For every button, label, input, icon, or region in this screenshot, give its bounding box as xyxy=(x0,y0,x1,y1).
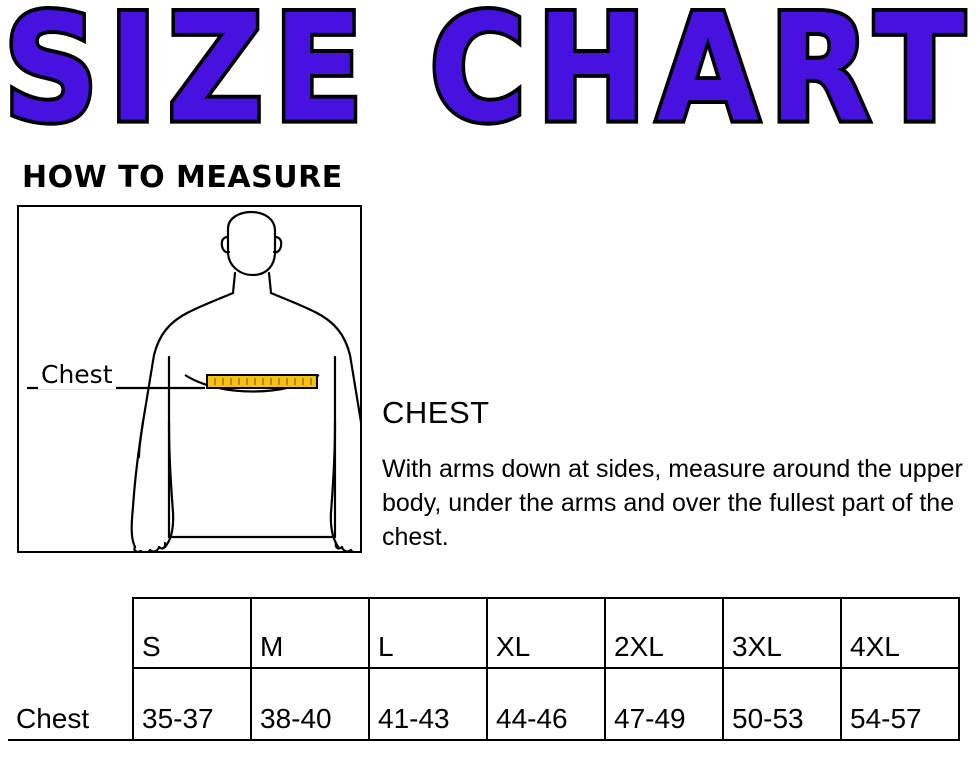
table-row-chest xyxy=(8,668,959,740)
row-label-chest: Chest xyxy=(8,668,133,740)
chest-value-s: 35-37 xyxy=(133,668,251,740)
size-header-m: M xyxy=(251,598,369,668)
table-header-row xyxy=(8,598,959,668)
how-to-measure-heading: HOW TO MEASURE xyxy=(22,160,343,195)
size-header-l: L xyxy=(369,598,487,668)
size-header-2xl: 2XL xyxy=(605,598,723,668)
chest-callout-label: Chest xyxy=(38,360,116,389)
size-header-s: S xyxy=(133,598,251,668)
table-corner-cell xyxy=(8,598,133,668)
page-title-banner xyxy=(0,0,978,156)
chest-value-4xl: 54-57 xyxy=(841,668,959,740)
chest-value-2xl: 47-49 xyxy=(605,668,723,740)
tape-measure xyxy=(185,375,319,392)
size-table xyxy=(8,597,960,741)
description-heading: CHEST xyxy=(382,395,490,430)
size-header-4xl: 4XL xyxy=(841,598,959,668)
page-title: SIZE CHART xyxy=(3,0,975,156)
size-header-3xl: 3XL xyxy=(723,598,841,668)
description-body: With arms down at sides, measure around the upper body, under the arms and over the fullest part of the chest. xyxy=(382,455,963,551)
chest-value-3xl: 50-53 xyxy=(723,668,841,740)
chest-value-l: 41-43 xyxy=(369,668,487,740)
chest-value-xl: 44-46 xyxy=(487,668,605,740)
size-header-xl: XL xyxy=(487,598,605,668)
chest-value-m: 38-40 xyxy=(251,668,369,740)
